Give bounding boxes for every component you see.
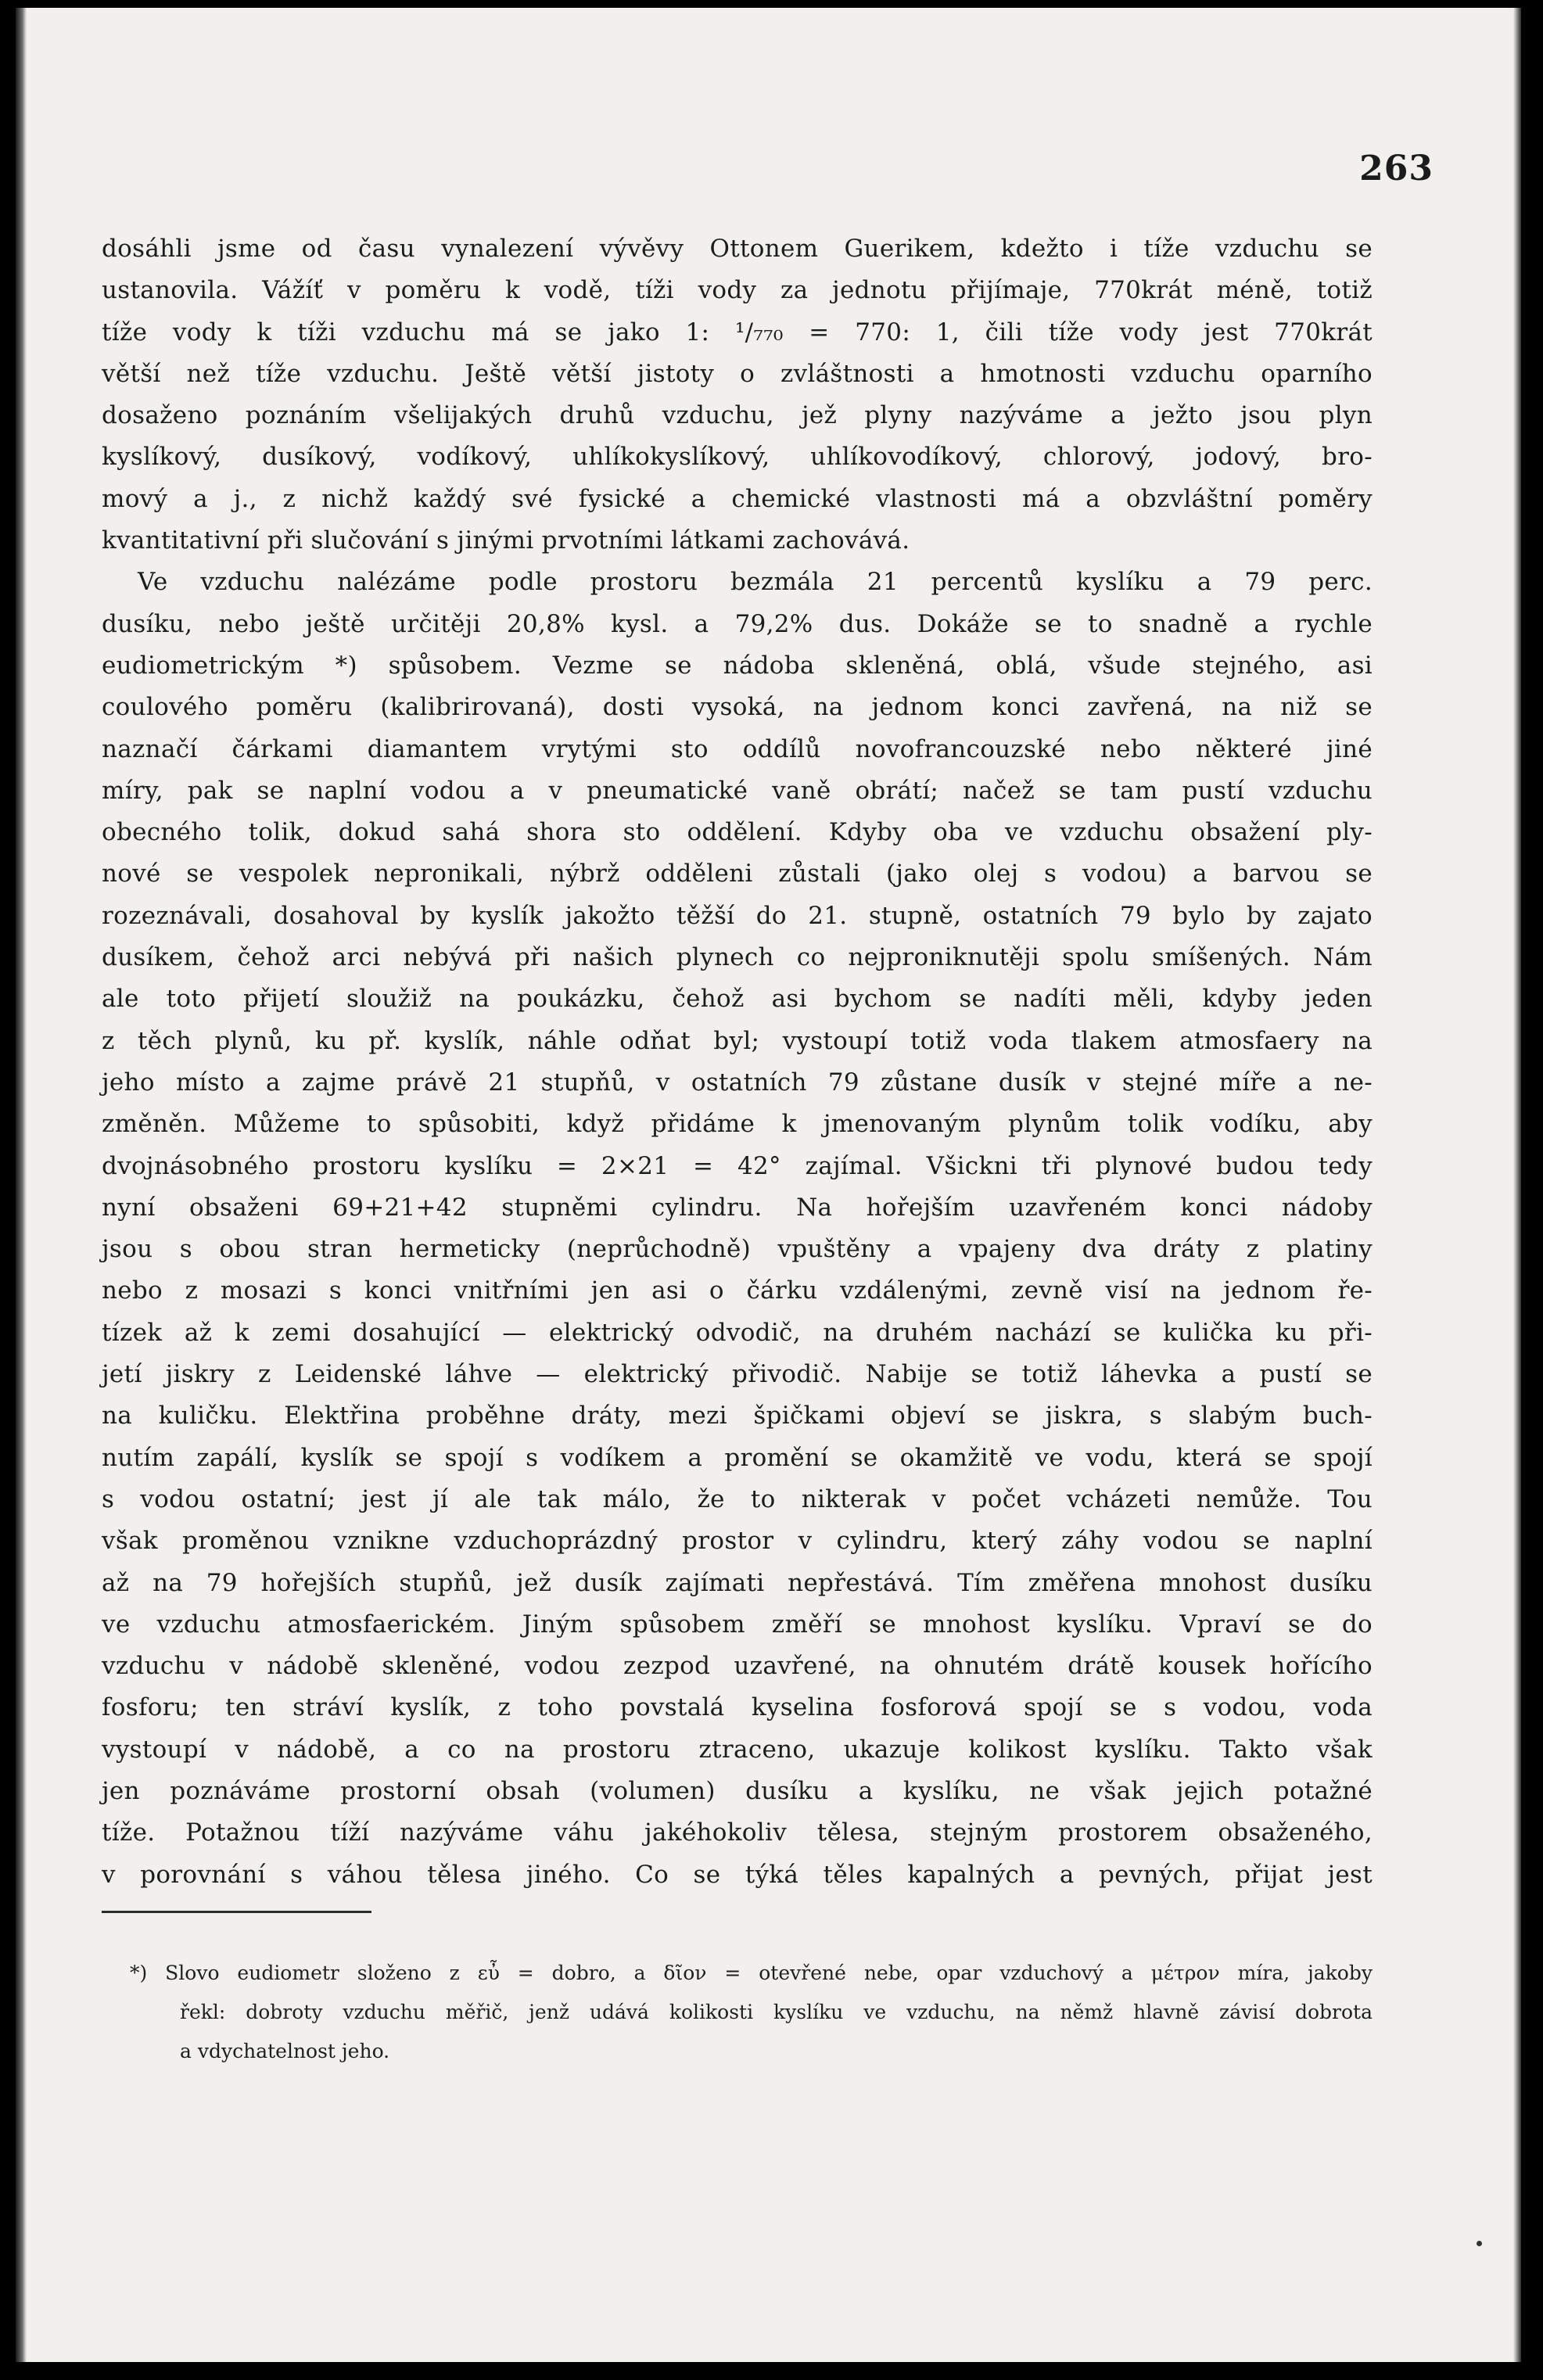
text-line: Ve vzduchu nalézáme podle prostoru bezmála 21 percentů kyslíku a 79 perc. — [138, 568, 1373, 597]
footnote-line: a vdychatelnost jeho. — [180, 2040, 390, 2062]
text-line: dusíku, nebo ještě určitěji 20,8% kysl. a 79,2% dus. Dokáže se to snadně a rychle — [102, 609, 1373, 638]
footnotes — [102, 1954, 1373, 2071]
text-line: dvojnásobného prostoru kyslíku = 2×21 = 42° zajímal. Všickni tři plynové budou tedy — [102, 1151, 1373, 1180]
footnote-line: řekl: dobroty vzduchu měřič, jenž udává kolikosti kyslíku ve vzduchu, na němž hlavně závisí dobrota — [180, 2001, 1373, 2023]
text-line: však proměnou vznikne vzduchoprázdný prostor v cylindru, který záhy vodou se naplní — [102, 1527, 1373, 1556]
text-line: ve vzduchu atmosfaerickém. Jiným spůsobem změří se mnohost kyslíku. Vpraví se do — [102, 1610, 1373, 1639]
page-number: 263 — [1359, 149, 1434, 188]
text-line: nyní obsaženi 69+21+42 stupněmi cylindru. Na hořejším uzavřeném konci nádoby — [102, 1193, 1373, 1222]
text-line: naznačí čárkami diamantem vrytými sto oddílů novofrancouzské nebo některé jiné — [102, 734, 1373, 763]
text-line: nutím zapálí, kyslík se spojí s vodíkem a promění se okamžitě ve vodu, která se spojí — [102, 1443, 1373, 1472]
text-line: až na 79 hořejších stupňů, jež dusík zajímati nepřestává. Tím změřena mnohost dusíku — [102, 1568, 1373, 1597]
text-line: mový a j., z nichž každý své fysické a chemické vlastnosti má a obzvláštní poměry — [102, 484, 1373, 513]
page-left-edge-shadow — [16, 8, 27, 2362]
scanned-page — [16, 8, 1521, 2362]
scan-speck — [1477, 2241, 1482, 2246]
footnote-line: *) Slovo eudiometr složeno z εὖ = dobro, a δῖον = otevřené nebe, opar vzduchový a μέτρον míra, jakoby — [130, 1962, 1373, 1984]
text-line: tíže vody k tíži vzduchu má se jako 1: ¹/₇₇₀ = 770: 1, čili tíže vody jest 770krát — [102, 318, 1373, 346]
text-line: ale toto přijetí sloužiž na poukázku, čehož asi bychom se nadíti měli, kdyby jeden — [102, 985, 1373, 1014]
text-line: z těch plynů, ku př. kyslík, náhle odňat byl; vystoupí totiž voda tlakem atmosfaery na — [102, 1026, 1373, 1055]
text-line: na kuličku. Elektřina proběhne dráty, mezi špičkami objeví se jiskra, s slabým buch- — [102, 1402, 1373, 1431]
text-line: vzduchu v nádobě skleněné, vodou zezpod uzavřené, na ohnutém drátě kousek hořícího — [102, 1652, 1373, 1681]
text-line: jetí jiskry z Leidenské láhve — elektrický přivodič. Nabije se totiž láhevka a pustí se — [102, 1360, 1373, 1389]
text-line: změněn. Můžeme to spůsobiti, když přidáme k jmenovaným plynům tolik vodíku, aby — [102, 1110, 1373, 1139]
text-line: tízek až k zemi dosahující — elektrický odvodič, na druhém nachází se kulička ku při- — [102, 1318, 1373, 1347]
text-line: dosáhli jsme od času vynalezení vývěvy Ottonem Guerikem, kdežto i tíže vzduchu se — [102, 235, 1373, 263]
text-line: tíže. Potažnou tíží nazýváme váhu jakéhokoliv tělesa, stejným prostorem obsaženého, — [102, 1818, 1373, 1847]
text-line: dosaženo poznáním všelijakých druhů vzduchu, jež plyny nazýváme a ježto jsou plyn — [102, 401, 1373, 430]
text-line: fosforu; ten stráví kyslík, z toho povstalá kyselina fosforová spojí se s vodou, voda — [102, 1693, 1373, 1722]
text-line: kvantitativní při slučování s jinými prvotními látkami zachovává. — [102, 526, 910, 555]
text-line: coulového poměru (kalibrirovaná), dosti vysoká, na jednom konci zavřená, na niž se — [102, 693, 1373, 722]
text-line: nové se vespolek nepronikali, nýbrž odděleni zůstali (jako olej s vodou) a barvou se — [102, 860, 1373, 888]
text-line: kyslíkový, dusíkový, vodíkový, uhlíkokyslíkový, uhlíkovodíkový, chlorový, jodový, bro- — [102, 443, 1373, 472]
footnote-divider — [102, 1911, 371, 1913]
text-line: v porovnání s váhou tělesa jiného. Co se týká těles kapalných a pevných, přijat jest — [102, 1860, 1373, 1889]
text-line: obecného tolik, dokud sahá shora sto oddělení. Kdyby oba ve vzduchu obsažení ply- — [102, 818, 1373, 847]
text-line: jsou s obou stran hermeticky (neprůchodně) vpuštěny a vpajeny dva dráty z platiny — [102, 1235, 1373, 1264]
text-line: vystoupí v nádobě, a co na prostoru ztraceno, ukazuje kolikost kyslíku. Takto však — [102, 1735, 1373, 1764]
text-line: nebo z mosazi s konci vnitřními jen asi o čárku vzdálenými, zevně visí na jednom ře- — [102, 1276, 1373, 1305]
text-line: ustanovila. Vážíť v poměru k vodě, tíži vody za jednotu přijímaje, 770krát méně, totiž — [102, 276, 1373, 305]
text-line: dusíkem, čehož arci nebývá při našich plynech co nejproniknutěji spolu smíšených. Nám — [102, 943, 1373, 972]
text-line: větší než tíže vzduchu. Ještě větší jistoty o zvláštnosti a hmotnosti vzduchu oparního — [102, 359, 1373, 388]
text-line: jeho místo a zajme právě 21 stupňů, v ostatních 79 zůstane dusík v stejné míře a ne- — [102, 1068, 1373, 1097]
text-line: eudiometrickým *) spůsobem. Vezme se nádoba skleněná, oblá, všude stejného, asi — [102, 651, 1373, 680]
page-right-edge-shadow — [1513, 8, 1521, 2362]
text-line: jen poznáváme prostorní obsah (volumen) dusíku a kyslíku, ne však jejich potažné — [102, 1776, 1373, 1805]
body-text — [102, 228, 1373, 1896]
text-line: míry, pak se naplní vodou a v pneumatické vaně obrátí; načež se tam pustí vzduchu — [102, 776, 1373, 805]
text-line: rozeznávali, dosahoval by kyslík jakožto těžší do 21. stupně, ostatních 79 bylo by zajato — [102, 901, 1373, 930]
text-line: s vodou ostatní; jest jí ale tak málo, že to nikterak v počet vcházeti nemůže. Tou — [102, 1484, 1373, 1513]
